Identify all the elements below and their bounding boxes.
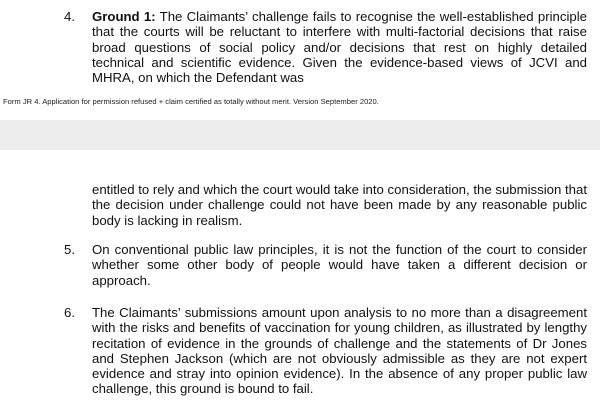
paragraph-number-4: 4. xyxy=(64,9,75,24)
page-break xyxy=(0,120,600,150)
paragraph-number-5: 5. xyxy=(64,242,75,257)
paragraph-5: On conventional public law principles, it is not the function of the court to consider whether some other body of people would have taken a different decision or approach. xyxy=(92,242,587,288)
document-page-lower xyxy=(0,150,600,418)
page-footer: Form JR 4. Application for permission refused + claim certified as totally without merit. Version September 2020. xyxy=(3,97,379,106)
paragraph-4-continuation: entitled to rely and which the court would take into consideration, the submission that the decision under challenge could not have been made by any reasonable public body is lacking in realism. xyxy=(92,182,587,228)
document-page-upper xyxy=(0,0,600,120)
paragraph-4 xyxy=(92,9,587,85)
paragraph-4-heading: Ground 1: xyxy=(92,9,156,24)
paragraph-number-6: 6. xyxy=(64,305,75,320)
paragraph-4-text: The Claimants’ challenge fails to recognise the well-established principle that the courts will be reluctant to interfere with multi-factorial decisions that raise broad questions of social policy and/or decisions that rest on highly detailed technical and scientific evidence. Given the evidence-based views of JCVI and MHRA, on which the Defendant was xyxy=(92,9,587,86)
paragraph-6: The Claimants’ submissions amount upon analysis to no more than a disagreement with the risks and benefits of vaccination for young children, as illustrated by lengthy recitation of evidence in the grounds of challenge and the statements of Dr Jones and Stephen Jackson (which are not obviously admissible as they are not expert evidence and stray into opinion evidence). In the absence of any proper public law challenge, this ground is bound to fail. xyxy=(92,305,587,397)
